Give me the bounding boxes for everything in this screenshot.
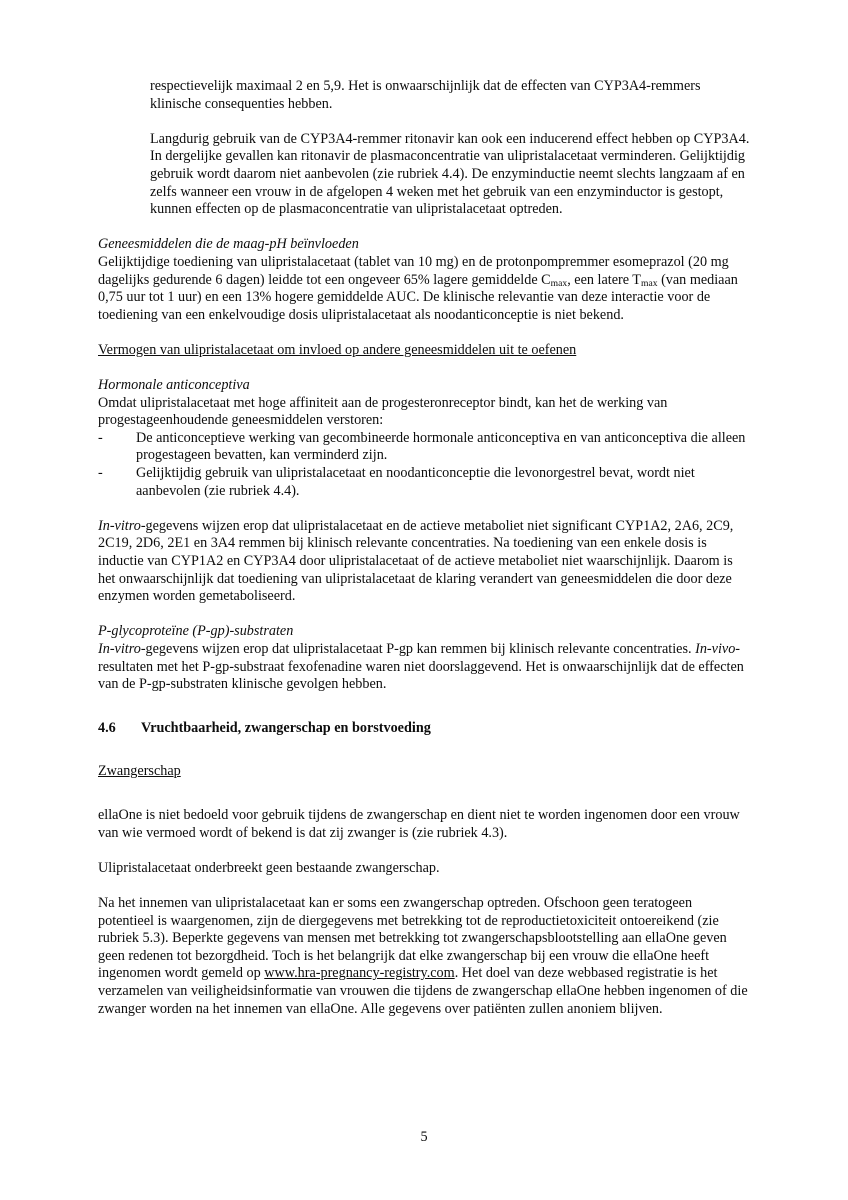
esomeprazol-text-part3: (van mediaan 0,75 uur tot 1 uur) en een 13% hogere gemiddelde AUC. De klinische relevantie van deze interactie voor de toediening van een enkelvoudige dosis ulipristalacetaat als noodanticonceptie is niet bekend. [98,271,738,323]
list-item [98,465,750,500]
pgp-text-part2: -resultaten met het P-gp-substraat fexofenadine waren niet doorslaggevend. Het is onwaarschijnlijk dat de effecten van de P-gp-substraten klinische gevolgen hebben. [98,641,744,693]
block-spacer [98,737,750,763]
page-number: 5 [420,1129,428,1145]
paragraph-pregnancy-3 [98,895,750,1018]
bullet-list [98,430,750,500]
paragraph-ritonavir: Langdurig gebruik van de CYP3A4-remmer ritonavir kan ook een inducerend effect hebben op CYP3A4. In dergelijke gevallen kan ritonavir de plasmaconcentratie van ulipristalacetaat verminderen. Gelijktijdig gebruik wordt daarom niet aanbevolen (zie rubriek 4.4). De enzyminductie neemt slechts langzaam af en zelfs wanneer een vrouw in de afgelopen 4 weken met het gebruik van een enzyminductor is gestopt, kunnen effecten op de plasmaconcentratie van ulipristalacetaat optreden. [150,130,750,218]
paragraph-pregnancy-1: ellaOne is niet bedoeld voor gebruik tijdens de zwangerschap en dient niet te worden ingenomen door een vrouw van wie vermoed wordt of bekend is dat zij zwanger is (zie rubriek 4.3). [98,806,740,841]
invitro-cyp-text: -gegevens wijzen erop dat ulipristalacetaat en de actieve metaboliet niet significant CYP1A2, 2A6, 2C9, 2C19, 2D6, 2E1 en 3A4 remmen bij klinisch relevante concentraties. Na toediening van een enkele dosis is inductie van CYP1A2 en CYP3A4 door ulipristalacetaat of de actieve metaboliet niet waarschijnlijk. Daarom is het onwaarschijnlijk dat toediening van ulipristalacetaat de klaring verandert van geneesmiddelen die door deze enzymen worden gemetaboliseerd. [98,517,734,605]
block-spacer [98,219,750,237]
list-item [98,430,750,465]
block-spacer [98,694,750,720]
subheading-pregnancy: Zwangerschap [98,763,181,780]
paragraph-pgp [98,641,750,694]
tmax-subscript: max [640,277,658,289]
bullet-dash-marker: - [98,465,103,482]
invitro-italic-term: In-vitro [98,517,141,534]
cmax-subscript: max [550,277,568,289]
pgp-text-part1: -gegevens wijzen erop dat ulipristalacetaat P-gp kan remmen bij klinisch relevante concentraties. [140,641,696,657]
invivo-italic-term: In-vivo [695,641,736,657]
paragraph-esomeprazol [98,254,750,324]
block-spacer [98,360,750,378]
invitro-italic-term: In-vitro [98,641,141,657]
block-spacer [98,606,750,624]
pregnancy-text-after-link: . Het doel van deze webbased registratie is het verzamelen van veiligheidsinformatie van vrouwen die tijdens de zwangerschap ellaOne hebben ingenomen of die zwanger worden na het innemen van ellaOne. Alle gegevens over patiënten zullen anoniem blijven. [98,965,748,1017]
block-spacer [98,324,750,342]
paragraph-hormonal-intro: Omdat ulipristalacetaat met hoge affiniteit aan de progesteronreceptor bindt, kan het de werking van progestageenhoudende geneesmiddelen verstoren: [98,394,668,429]
page-content [98,78,750,1018]
list-item-text: De anticonceptieve werking van gecombineerde hormonale anticonceptiva en van anticonceptiva die alleen progestageen bevatten, kan verminderd zijn. [136,429,746,464]
bullet-dash-marker: - [98,429,103,446]
block-spacer [98,500,750,518]
section-title: Vruchtbaarheid, zwangerschap en borstvoeding [141,719,431,736]
block-spacer [98,877,750,895]
esomeprazol-text-part1: Gelijktijdige toediening van ulipristalacetaat (tablet van 10 mg) en de protonpompremmer esomeprazol (20 mg dagelijks gedurende 6 dagen) leidde tot een ongeveer 65% lagere gemiddelde C [98,253,729,288]
subheading-hormonal-contraceptives: Hormonale anticonceptiva [98,377,250,394]
section-heading-4-6 [98,720,750,738]
subheading-gastric-ph: Geneesmiddelen die de maag-pH beïnvloeden [98,236,359,253]
pregnancy-registry-link[interactable]: www.hra-pregnancy-registry.com [264,965,455,982]
section-number: 4.6 [98,719,116,736]
subheading-effect-on-other-drugs: Vermogen van ulipristalacetaat om invloed op andere geneesmiddelen uit te oefenen [98,341,577,358]
paragraph-pregnancy-2: Ulipristalacetaat onderbreekt geen bestaande zwangerschap. [98,859,440,876]
pregnancy-text-before-link: Na het innemen van ulipristalacetaat kan er soms een zwangerschap optreden. Ofschoon geen teratogeen potentieel is waargenomen, zijn de diergegevens met betrekking tot de reproductietoxiciteit ontoereikend (zie rubriek 5.3). Beperkte gegevens van mensen met betrekking tot zwangerschapsblootstelling aan ellaOne geven geen redenen tot bezorgdheid. Toch is het belangrijk dat elke zwangerschap bij een vrouw die ellaOne heeft ingenomen wordt gemeld op [98,894,727,982]
esomeprazol-text-part2: , een latere T [567,271,641,288]
paragraph-cyp3a4-inhibitors-tail: respectievelijk maximaal 2 en 5,9. Het is onwaarschijnlijk dat de effecten van CYP3A4-remmers klinische consequenties hebben. [150,78,701,112]
block-spacer [98,781,750,807]
paragraph-invitro-cyp [98,518,750,606]
block-spacer [98,842,750,860]
list-item-text: Gelijktijdig gebruik van ulipristalacetaat en noodanticonceptie die levonorgestrel bevat, wordt niet aanbevolen (zie rubriek 4.4). [136,465,695,499]
subheading-pgp-substrates: P-glycoproteïne (P-gp)-substraten [98,623,294,640]
